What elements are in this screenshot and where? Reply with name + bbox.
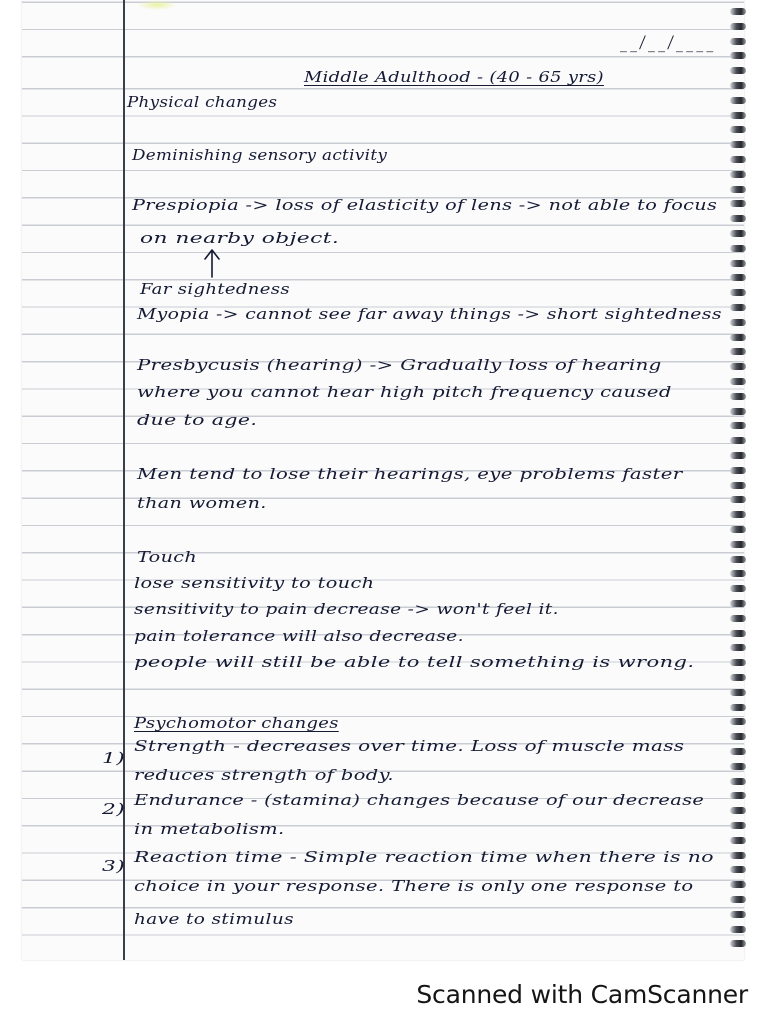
binding-ring (730, 215, 746, 222)
binding-ring (730, 97, 746, 104)
binding-ring (730, 644, 746, 651)
note-line: Psychomotor changes (134, 714, 339, 732)
binding-ring (730, 393, 746, 400)
note-line: Men tend to lose their hearings, eye problems faster (137, 465, 683, 483)
note-line: pain tolerance will also decrease. (134, 627, 464, 645)
binding-ring (730, 186, 746, 193)
binding-ring (730, 733, 746, 740)
note-line: due to age. (137, 411, 258, 429)
note-line: have to stimulus (134, 910, 294, 928)
list-number: 1) (102, 749, 126, 767)
note-line: lose sensitivity to touch (134, 574, 375, 592)
binding-ring (730, 67, 746, 74)
note-line: Myopia -> cannot see far away things -> short sightedness (137, 305, 722, 323)
binding-ring (730, 585, 746, 592)
binding-ring (730, 334, 746, 341)
note-line: Strength - decreases over time. Loss of muscle mass (134, 737, 685, 755)
binding-ring (730, 748, 746, 755)
binding-ring (730, 141, 746, 148)
binding-ring (730, 82, 746, 89)
binding-ring (730, 718, 746, 725)
note-line: in metabolism. (134, 820, 285, 838)
binding-ring (730, 822, 746, 829)
binding-ring (730, 23, 746, 30)
binding-ring (730, 230, 746, 237)
binding-ring (730, 274, 746, 281)
binding-ring (730, 319, 746, 326)
note-line: Deminishing sensory activity (132, 146, 388, 164)
binding-ring (730, 378, 746, 385)
notebook-page (22, 0, 744, 960)
note-line: than women. (137, 494, 267, 512)
binding-ring (730, 408, 746, 415)
binding-ring (730, 171, 746, 178)
binding-ring (730, 763, 746, 770)
list-number: 3) (102, 857, 126, 875)
binding-ring (730, 289, 746, 296)
binding-ring (730, 570, 746, 577)
binding-ring (730, 452, 746, 459)
binding-ring (730, 526, 746, 533)
binding-ring (730, 363, 746, 370)
note-line: where you cannot hear high pitch frequency caused (137, 383, 672, 401)
note-line: people will still be able to tell something is wrong. (134, 653, 695, 671)
note-line: on nearby object. (140, 229, 340, 247)
binding-ring (730, 896, 746, 903)
note-line: Endurance - (stamina) changes because of our decrease (134, 791, 705, 809)
note-line: Far sightedness (140, 280, 290, 298)
binding-ring (730, 807, 746, 814)
binding-ring (730, 304, 746, 311)
binding-ring (730, 8, 746, 15)
binding-ring (730, 437, 746, 444)
binding-ring (730, 245, 746, 252)
binding-ring (730, 674, 746, 681)
binding-ring (730, 467, 746, 474)
date-blank: __/__/____ (620, 33, 717, 53)
binding-ring (730, 348, 746, 355)
binding-ring (730, 422, 746, 429)
note-line: sensitivity to pain decrease -> won't feel it. (134, 600, 559, 618)
note-line: reduces strength of body. (134, 766, 394, 784)
binding-ring (730, 911, 746, 918)
binding-ring (730, 496, 746, 503)
binding-ring (730, 866, 746, 873)
binding-ring (730, 260, 746, 267)
binding-ring (730, 926, 746, 933)
binding-ring (730, 792, 746, 799)
note-line: Touch (137, 548, 198, 566)
binding-ring (730, 778, 746, 785)
ink-blot (137, 0, 177, 10)
up-arrow-icon (202, 248, 222, 278)
note-line: Presbycusis (hearing) -> Gradually loss of hearing (137, 356, 662, 374)
binding-ring (730, 881, 746, 888)
note-line: choice in your response. There is only one response to (134, 877, 694, 895)
spiral-binding (728, 8, 750, 958)
binding-ring (730, 659, 746, 666)
binding-ring (730, 600, 746, 607)
note-line: Physical changes (127, 93, 278, 111)
binding-ring (730, 852, 746, 859)
binding-ring (730, 156, 746, 163)
page-title: Middle Adulthood - (40 - 65 yrs) (304, 68, 604, 86)
binding-ring (730, 556, 746, 563)
binding-ring (730, 615, 746, 622)
binding-ring (730, 541, 746, 548)
binding-ring (730, 689, 746, 696)
binding-ring (730, 38, 746, 45)
binding-ring (730, 112, 746, 119)
binding-ring (730, 126, 746, 133)
binding-ring (730, 511, 746, 518)
binding-ring (730, 837, 746, 844)
binding-ring (730, 482, 746, 489)
note-line: Reaction time - Simple reaction time when there is no (134, 848, 714, 866)
binding-ring (730, 704, 746, 711)
list-number: 2) (102, 800, 126, 818)
binding-ring (730, 630, 746, 637)
scanner-watermark: Scanned with CamScanner (416, 980, 748, 1009)
binding-ring (730, 940, 746, 947)
binding-ring (730, 200, 746, 207)
note-line: Prespiopia -> loss of elasticity of lens -> not able to focus (132, 196, 718, 214)
binding-ring (730, 52, 746, 59)
